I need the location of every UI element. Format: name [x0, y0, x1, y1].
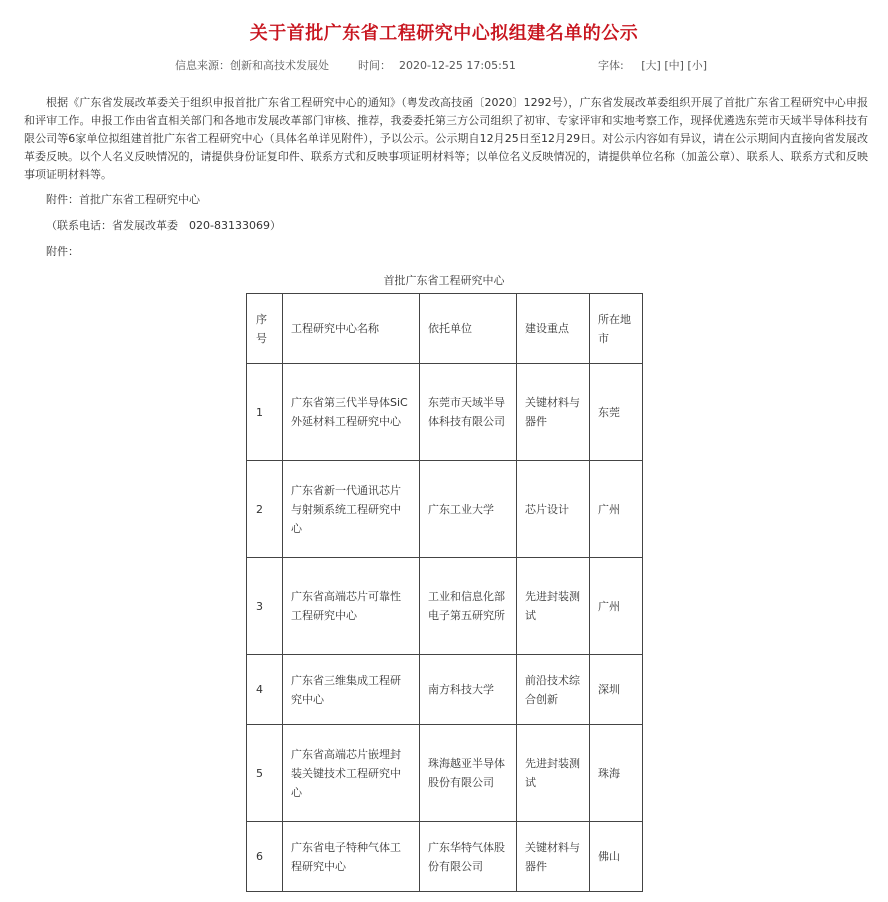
cell-focus: 关键材料与器件	[517, 822, 590, 892]
header-cell: 建设重点	[517, 294, 590, 364]
source-label: 信息来源：	[175, 59, 230, 72]
cell-focus: 先进封装测试	[517, 558, 590, 655]
publish-time	[358, 57, 516, 73]
header-cell: 所在地市	[590, 294, 643, 364]
cell-index: 1	[247, 364, 283, 461]
table-row	[247, 461, 643, 558]
time-value: 2020-12-25 17:05:51	[399, 59, 516, 72]
font-size-small-link[interactable]: [小]	[687, 59, 707, 72]
cell-index: 5	[247, 725, 283, 822]
cell-focus: 芯片设计	[517, 461, 590, 558]
source-info	[175, 57, 329, 73]
cell-city: 广州	[590, 558, 643, 655]
font-size-control	[598, 57, 707, 73]
cell-center-name: 广东省电子特种气体工程研究中心	[283, 822, 420, 892]
font-size-medium-link[interactable]: [中]	[664, 59, 684, 72]
source-value: 创新和高技术发展处	[230, 59, 329, 72]
cell-city: 广州	[590, 461, 643, 558]
cell-host-unit: 南方科技大学	[420, 655, 517, 725]
contact-line: （联系电话：省发展改革委 020-83133069）	[46, 219, 281, 232]
table-row	[247, 364, 643, 461]
cell-center-name: 广东省三维集成工程研究中心	[283, 655, 420, 725]
cell-host-unit: 广东华特气体股份有限公司	[420, 822, 517, 892]
cell-focus: 前沿技术综合创新	[517, 655, 590, 725]
table-row	[247, 725, 643, 822]
font-size-label: 字体:	[598, 59, 624, 72]
table-caption: 首批广东省工程研究中心	[383, 274, 505, 287]
time-label: 时间：	[358, 59, 391, 72]
cell-center-name: 广东省高端芯片嵌埋封装关键技术工程研究中心	[283, 725, 420, 822]
research-center-table	[246, 293, 643, 892]
attachment-label: 附件：	[46, 245, 79, 258]
cell-index: 6	[247, 822, 283, 892]
cell-center-name: 广东省第三代半导体SiC外延材料工程研究中心	[283, 364, 420, 461]
cell-index: 3	[247, 558, 283, 655]
table-row	[247, 655, 643, 725]
cell-host-unit: 珠海越亚半导体股份有限公司	[420, 725, 517, 822]
header-cell: 工程研究中心名称	[283, 294, 420, 364]
cell-index: 2	[247, 461, 283, 558]
attachment-line: 附件：首批广东省工程研究中心	[46, 193, 200, 206]
cell-focus: 关键材料与器件	[517, 364, 590, 461]
table-row	[247, 822, 643, 892]
cell-city: 佛山	[590, 822, 643, 892]
body-paragraph: 根据《广东省发展改革委关于组织申报首批广东省工程研究中心的通知》（粤发改高技函〔2020〕1292号），广东省发展改革委组织开展了首批广东省工程研究中心申报和评审工作。申报工作由省直相关部门和各地市发展改革部门审核、推荐，我委委托第三方公司组织了初审、专家评审和实地考察工作，现择优遴选东莞市天域半导体科技有限公司等6家单位拟组建首批广东省工程研究中心（具体名单详见附件），予以公示。公示期自12月25日至12月29日。对公示内容如有异议，请在公示期间内直接向省发展改革委反映。以个人名义反映情况的，请提供身份证复印件、联系方式和反映事项证明材料等；以单位名义反映情况的，请提供单位名称（加盖公章）、联系人、联系方式和反映事项证明材料等。	[24, 96, 868, 181]
header-cell: 依托单位	[420, 294, 517, 364]
cell-host-unit: 广东工业大学	[420, 461, 517, 558]
cell-city: 珠海	[590, 725, 643, 822]
cell-host-unit: 东莞市天域半导体科技有限公司	[420, 364, 517, 461]
page-title: 关于首批广东省工程研究中心拟组建名单的公示	[249, 23, 639, 44]
cell-index: 4	[247, 655, 283, 725]
cell-center-name: 广东省高端芯片可靠性工程研究中心	[283, 558, 420, 655]
table-header-row	[247, 294, 643, 364]
cell-city: 东莞	[590, 364, 643, 461]
article-body	[24, 94, 868, 184]
cell-center-name: 广东省新一代通讯芯片与射频系统工程研究中心	[283, 461, 420, 558]
header-cell: 序号	[247, 294, 283, 364]
cell-city: 深圳	[590, 655, 643, 725]
cell-focus: 先进封装测试	[517, 725, 590, 822]
cell-host-unit: 工业和信息化部电子第五研究所	[420, 558, 517, 655]
table-row	[247, 558, 643, 655]
font-size-large-link[interactable]: [大]	[641, 59, 661, 72]
